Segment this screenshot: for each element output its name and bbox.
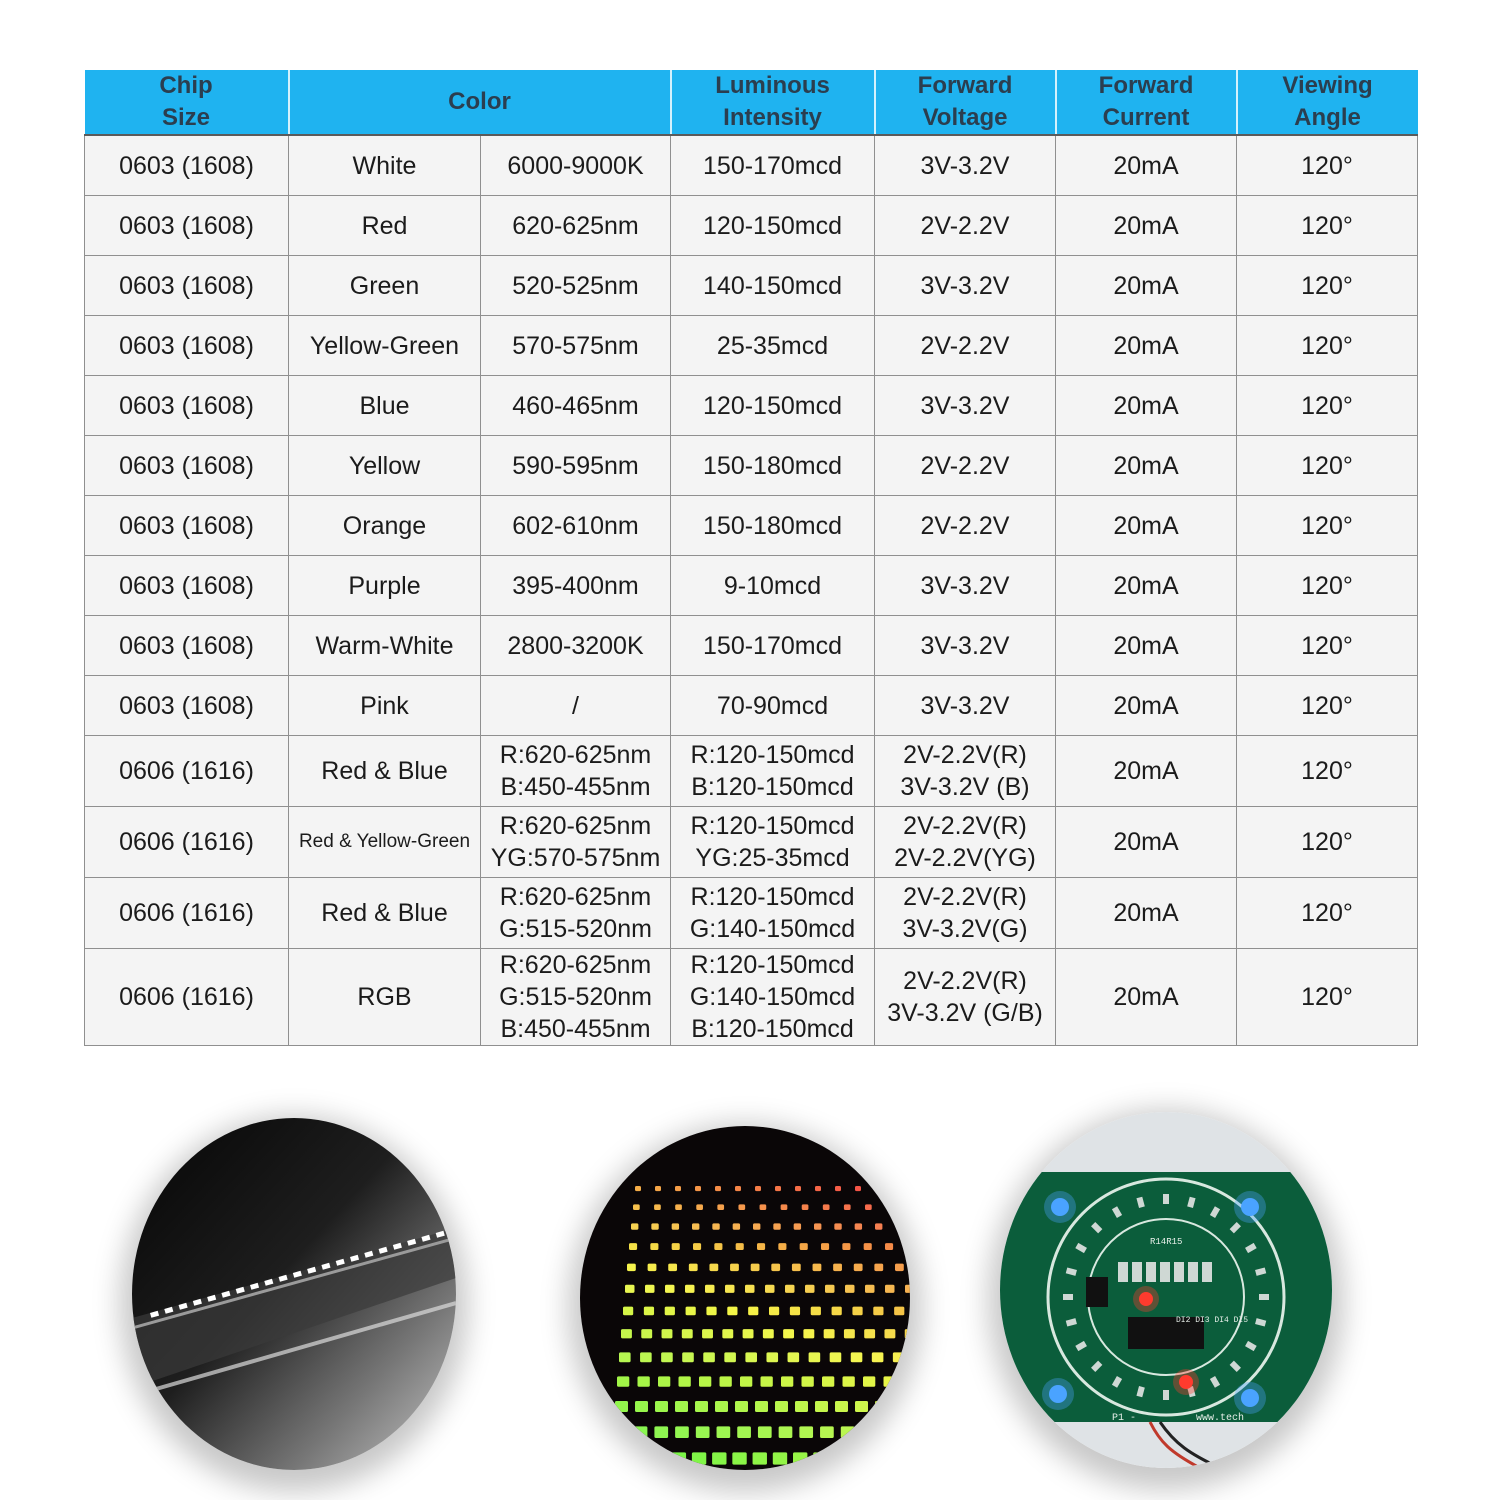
cell-forward-current: 20mA	[1056, 135, 1237, 196]
cell-forward-voltage-line: 3V-3.2V	[920, 571, 1010, 600]
cell-luminous-intensity	[671, 736, 875, 807]
cell-wavelength-line: R:620-625nm	[499, 741, 652, 769]
cell-luminous-intensity	[671, 436, 875, 496]
cell-chip-size: 0603 (1608)	[85, 196, 289, 256]
cell-wavelength	[481, 196, 671, 256]
cell-wavelength-line: G:515-520nm	[499, 983, 652, 1011]
cell-wavelength-line: R:620-625nm	[499, 951, 652, 979]
cell-chip-size: 0603 (1608)	[85, 376, 289, 436]
cell-forward-voltage-line: 3V-3.2V(G)	[902, 915, 1028, 943]
header-forward-current: Forward Current	[1056, 70, 1237, 135]
cell-wavelength	[481, 436, 671, 496]
cell-color: Warm-White	[289, 616, 481, 676]
cell-forward-current: 20mA	[1056, 736, 1237, 807]
cell-forward-voltage	[875, 135, 1056, 196]
cell-forward-voltage	[875, 256, 1056, 316]
cell-viewing-angle: 120°	[1237, 878, 1418, 949]
cell-forward-voltage	[875, 736, 1056, 807]
cell-luminous-intensity	[671, 949, 875, 1046]
cell-luminous-intensity-line: B:120-150mcd	[691, 773, 854, 801]
table-header-row	[85, 70, 1418, 135]
table-row	[85, 949, 1418, 1046]
led-circuit-board-photo	[1000, 1112, 1332, 1468]
cell-forward-voltage	[875, 376, 1056, 436]
cell-wavelength	[481, 496, 671, 556]
cell-chip-size: 0603 (1608)	[85, 676, 289, 736]
cell-wavelength-line: 395-400nm	[512, 571, 639, 600]
cell-forward-voltage-line: 2V-2.2V(YG)	[894, 844, 1036, 872]
cell-wavelength-line: 620-625nm	[512, 211, 639, 240]
cell-viewing-angle: 120°	[1237, 436, 1418, 496]
cell-wavelength-line: B:450-455nm	[500, 773, 651, 801]
cell-forward-voltage-line: 2V-2.2V	[920, 331, 1010, 360]
cell-wavelength	[481, 676, 671, 736]
cell-luminous-intensity	[671, 878, 875, 949]
cell-color: Red & Blue	[289, 878, 481, 949]
cell-viewing-angle: 120°	[1237, 496, 1418, 556]
cell-luminous-intensity-line: G:140-150mcd	[689, 983, 856, 1011]
cell-wavelength	[481, 376, 671, 436]
cell-wavelength	[481, 878, 671, 949]
cell-viewing-angle: 120°	[1237, 616, 1418, 676]
cell-luminous-intensity-line: G:140-150mcd	[689, 915, 856, 943]
cell-luminous-intensity-line: YG:25-35mcd	[695, 844, 850, 872]
cell-wavelength-line: 2800-3200K	[507, 631, 644, 660]
table-row	[85, 676, 1418, 736]
cell-forward-voltage-line: 2V-2.2V	[920, 451, 1010, 480]
cell-forward-voltage-line: 2V-2.2V(R)	[903, 812, 1027, 840]
cell-chip-size: 0606 (1616)	[85, 949, 289, 1046]
cell-wavelength-line: R:620-625nm	[499, 812, 652, 840]
cell-forward-current: 20mA	[1056, 616, 1237, 676]
cell-color: Blue	[289, 376, 481, 436]
cell-color: Yellow	[289, 436, 481, 496]
cell-forward-voltage-line: 2V-2.2V	[920, 511, 1010, 540]
cell-wavelength	[481, 316, 671, 376]
cell-luminous-intensity-line: 140-150mcd	[703, 271, 842, 300]
cell-chip-size: 0603 (1608)	[85, 496, 289, 556]
header-color: Color	[289, 70, 671, 135]
cell-chip-size: 0603 (1608)	[85, 316, 289, 376]
cell-wavelength-line: /	[572, 691, 579, 720]
cell-forward-current: 20mA	[1056, 949, 1237, 1046]
cell-luminous-intensity	[671, 376, 875, 436]
cell-wavelength-line: G:515-520nm	[499, 915, 652, 943]
cell-chip-size: 0603 (1608)	[85, 556, 289, 616]
cell-wavelength	[481, 949, 671, 1046]
table-row	[85, 316, 1418, 376]
cell-wavelength-line: 602-610nm	[512, 511, 639, 540]
cell-luminous-intensity-line: 150-180mcd	[703, 511, 842, 540]
pcb-label-url: www.tech	[1196, 1413, 1245, 1424]
cell-luminous-intensity	[671, 256, 875, 316]
cell-luminous-intensity-line: 120-150mcd	[703, 391, 842, 420]
cell-wavelength-line: 570-575nm	[512, 331, 639, 360]
cell-chip-size: 0603 (1608)	[85, 135, 289, 196]
cell-luminous-intensity-line: 150-170mcd	[703, 631, 842, 660]
cell-luminous-intensity-line: 150-170mcd	[703, 151, 842, 180]
cell-forward-voltage-line: 2V-2.2V(R)	[903, 741, 1027, 769]
cell-forward-voltage	[875, 807, 1056, 878]
cell-chip-size: 0606 (1616)	[85, 736, 289, 807]
table-row	[85, 135, 1418, 196]
cell-forward-current: 20mA	[1056, 676, 1237, 736]
cell-forward-current: 20mA	[1056, 496, 1237, 556]
cell-wavelength-line: B:450-455nm	[500, 1015, 651, 1043]
cell-wavelength	[481, 256, 671, 316]
cell-wavelength	[481, 556, 671, 616]
cell-color: Yellow-Green	[289, 316, 481, 376]
table-row	[85, 878, 1418, 949]
cell-luminous-intensity	[671, 676, 875, 736]
cell-forward-current: 20mA	[1056, 256, 1237, 316]
cell-wavelength-line: R:620-625nm	[499, 883, 652, 911]
cell-color: Red & Yellow-Green	[289, 807, 481, 878]
cell-forward-voltage	[875, 556, 1056, 616]
cell-luminous-intensity-line: 70-90mcd	[716, 691, 829, 720]
cell-forward-voltage	[875, 196, 1056, 256]
pcb-label-p1: P1 -	[1112, 1413, 1137, 1424]
cell-luminous-intensity-line: 150-180mcd	[703, 451, 842, 480]
cell-viewing-angle: 120°	[1237, 949, 1418, 1046]
cell-luminous-intensity-line: 120-150mcd	[703, 211, 842, 240]
cell-viewing-angle: 120°	[1237, 736, 1418, 807]
led-spec-table	[84, 70, 1418, 1046]
cell-forward-current: 20mA	[1056, 376, 1237, 436]
cell-viewing-angle: 120°	[1237, 556, 1418, 616]
table-row	[85, 616, 1418, 676]
cell-color: White	[289, 135, 481, 196]
cell-luminous-intensity-line: B:120-150mcd	[691, 1015, 854, 1043]
cell-forward-voltage-line: 3V-3.2V (G/B)	[887, 999, 1043, 1027]
cell-luminous-intensity-line: R:120-150mcd	[690, 951, 855, 979]
cell-forward-voltage-line: 2V-2.2V(R)	[903, 967, 1027, 995]
cell-luminous-intensity	[671, 316, 875, 376]
cell-forward-current: 20mA	[1056, 878, 1237, 949]
cell-color: Green	[289, 256, 481, 316]
header-chip-size: Chip Size	[85, 70, 289, 135]
cell-chip-size: 0606 (1616)	[85, 878, 289, 949]
cell-wavelength	[481, 736, 671, 807]
cell-luminous-intensity	[671, 496, 875, 556]
cell-forward-voltage-line: 3V-3.2V	[920, 391, 1010, 420]
pcb-label-r14r15: R14R15	[1150, 1237, 1183, 1247]
cell-luminous-intensity-line: R:120-150mcd	[690, 883, 855, 911]
cell-forward-voltage	[875, 316, 1056, 376]
cell-forward-voltage-line: 3V-3.2V	[920, 691, 1010, 720]
cell-forward-voltage	[875, 878, 1056, 949]
cell-luminous-intensity-line: 25-35mcd	[716, 331, 829, 360]
table-row	[85, 496, 1418, 556]
cell-forward-voltage	[875, 436, 1056, 496]
rgb-led-matrix-photo	[580, 1126, 910, 1470]
cell-wavelength	[481, 616, 671, 676]
cell-viewing-angle: 120°	[1237, 135, 1418, 196]
cell-viewing-angle: 120°	[1237, 676, 1418, 736]
pcb-label-diodes: DI2 DI3 DI4 DI5	[1176, 1316, 1249, 1325]
header-luminous-intensity: Luminous Intensity	[671, 70, 875, 135]
table-row	[85, 807, 1418, 878]
cell-luminous-intensity-line: R:120-150mcd	[690, 741, 855, 769]
cell-forward-voltage	[875, 496, 1056, 556]
cell-forward-voltage-line: 3V-3.2V	[920, 271, 1010, 300]
header-viewing-angle: Viewing Angle	[1237, 70, 1418, 135]
table-row	[85, 436, 1418, 496]
table-body	[85, 135, 1418, 1046]
cell-forward-voltage	[875, 616, 1056, 676]
cell-forward-voltage	[875, 949, 1056, 1046]
cell-forward-current: 20mA	[1056, 556, 1237, 616]
cell-luminous-intensity	[671, 135, 875, 196]
cell-forward-voltage	[875, 676, 1056, 736]
table-row	[85, 736, 1418, 807]
cell-wavelength-line: 460-465nm	[512, 391, 639, 420]
cell-wavelength-line: 590-595nm	[512, 451, 639, 480]
cell-chip-size: 0606 (1616)	[85, 807, 289, 878]
cell-color: Purple	[289, 556, 481, 616]
cell-wavelength-line: 6000-9000K	[507, 151, 644, 180]
cell-chip-size: 0603 (1608)	[85, 436, 289, 496]
cell-color: Red	[289, 196, 481, 256]
cell-chip-size: 0603 (1608)	[85, 256, 289, 316]
header-forward-voltage: Forward Voltage	[875, 70, 1056, 135]
cell-color: RGB	[289, 949, 481, 1046]
cell-forward-voltage-line: 2V-2.2V	[920, 211, 1010, 240]
cell-forward-voltage-line: 2V-2.2V(R)	[903, 883, 1027, 911]
cell-luminous-intensity	[671, 556, 875, 616]
cell-wavelength	[481, 135, 671, 196]
table-row	[85, 556, 1418, 616]
cell-viewing-angle: 120°	[1237, 376, 1418, 436]
cell-forward-voltage-line: 3V-3.2V (B)	[900, 773, 1030, 801]
cell-chip-size: 0603 (1608)	[85, 616, 289, 676]
cell-forward-voltage-line: 3V-3.2V	[920, 631, 1010, 660]
cell-viewing-angle: 120°	[1237, 196, 1418, 256]
cell-viewing-angle: 120°	[1237, 256, 1418, 316]
cell-forward-current: 20mA	[1056, 196, 1237, 256]
cell-forward-current: 20mA	[1056, 807, 1237, 878]
cell-color: Pink	[289, 676, 481, 736]
table-row	[85, 376, 1418, 436]
table-row	[85, 256, 1418, 316]
table-row	[85, 196, 1418, 256]
cell-luminous-intensity-line: R:120-150mcd	[690, 812, 855, 840]
cell-wavelength-line: 520-525nm	[512, 271, 639, 300]
cell-forward-current: 20mA	[1056, 316, 1237, 376]
cell-color: Orange	[289, 496, 481, 556]
cell-luminous-intensity	[671, 196, 875, 256]
cell-viewing-angle: 120°	[1237, 807, 1418, 878]
cell-viewing-angle: 120°	[1237, 316, 1418, 376]
cell-forward-current: 20mA	[1056, 436, 1237, 496]
cell-luminous-intensity	[671, 807, 875, 878]
cell-wavelength-line: YG:570-575nm	[490, 844, 661, 872]
cell-luminous-intensity	[671, 616, 875, 676]
white-led-strip-photo	[132, 1118, 456, 1470]
cell-forward-voltage-line: 3V-3.2V	[920, 151, 1010, 180]
cell-wavelength	[481, 807, 671, 878]
cell-luminous-intensity-line: 9-10mcd	[723, 571, 822, 600]
cell-color: Red & Blue	[289, 736, 481, 807]
